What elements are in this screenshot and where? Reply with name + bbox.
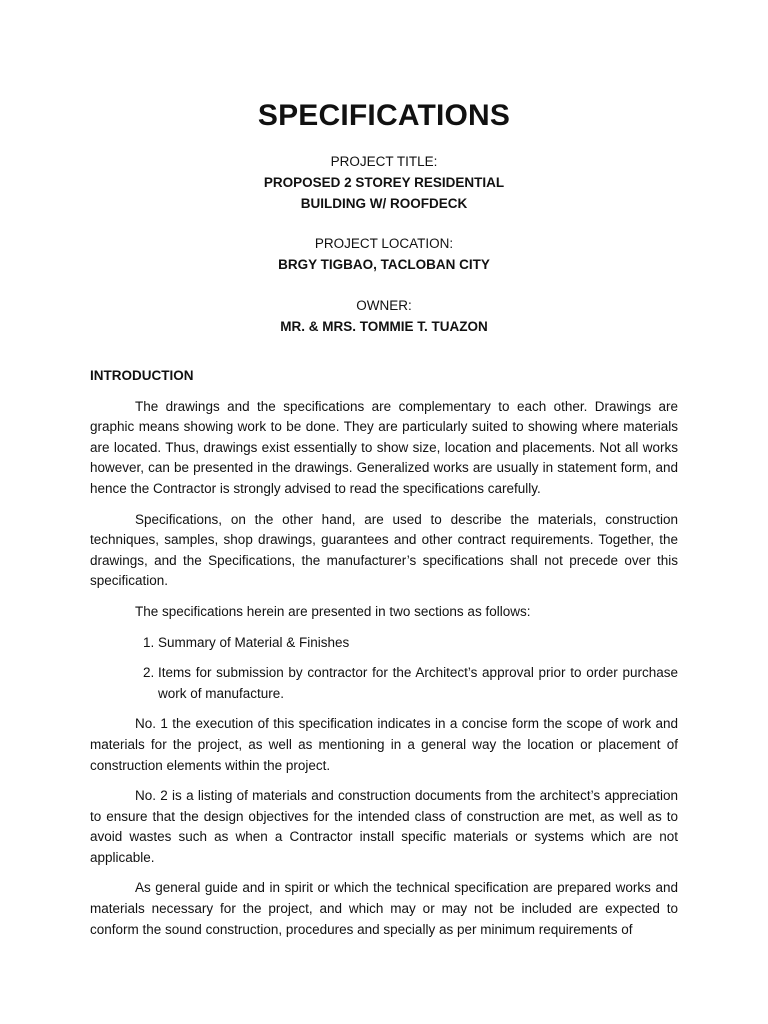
project-title-line-2: BUILDING W/ ROOFDECK bbox=[300, 196, 468, 211]
project-location-value: BRGY TIGBAO, TACLOBAN CITY bbox=[278, 257, 490, 272]
project-title-line-1: PROPOSED 2 STOREY RESIDENTIAL bbox=[263, 175, 505, 190]
paragraph-general-guide: As general guide and in spirit or which the technical specification are prepared works and materials necessary for the project, and which may or may not be included are expected to conform the sound construction, procedures and specially as per minimum requirements of bbox=[90, 880, 678, 937]
owner-block bbox=[0, 295, 768, 337]
paragraph-intro-2: Specifications, on the other hand, are used to describe the materials, construction techniques, samples, shop drawings, guarantees and other contract requirements. Together, the drawings, and the Specifications, the manufacturer’s specifications shall not precede over this specification. bbox=[90, 511, 678, 589]
paragraph-no-1: No. 1 the execution of this specification indicates in a concise form the scope of work and materials for the project, as well as mentioning in a general way the location or placement of construction elements within the project. bbox=[90, 716, 678, 773]
project-title-label: PROJECT TITLE: bbox=[330, 154, 438, 169]
list-item-1: 1. Summary of Material & Finishes bbox=[158, 633, 678, 654]
introduction-heading: INTRODUCTION bbox=[90, 368, 194, 383]
project-title-block bbox=[0, 151, 768, 214]
project-location-label: PROJECT LOCATION: bbox=[314, 236, 454, 251]
document-title: SPECIFICATIONS bbox=[257, 99, 511, 132]
owner-value: MR. & MRS. TOMMIE T. TUAZON bbox=[280, 319, 488, 334]
owner-label: OWNER: bbox=[356, 298, 412, 313]
list-item-2: 2. Items for submission by contractor for the Architect’s approval prior to order purchase work of manufacture. bbox=[158, 663, 678, 704]
document-body bbox=[90, 366, 678, 950]
paragraph-no-2: No. 2 is a listing of materials and construction documents from the architect’s appreciation to ensure that the design objectives for the intended class of construction are met, as well as to avoid wastes such as when a Contractor install specific materials or systems which are not applicable. bbox=[90, 788, 678, 865]
paragraph-intro-3: The specifications herein are presented in two sections as follows: bbox=[135, 603, 531, 619]
paragraph-intro-1: The drawings and the specifications are complementary to each other. Drawings are graphic means showing work to be done. They are particularly suited to showing where materials are located. Thus, drawings exist essentially to show size, location and placements. Not all works however, can be presented in the drawings. Generalized works are usually in statement form, and hence the Contractor is strongly advised to read the specifications carefully. bbox=[90, 398, 678, 496]
sections-list bbox=[90, 633, 678, 705]
project-location-block bbox=[0, 233, 768, 275]
